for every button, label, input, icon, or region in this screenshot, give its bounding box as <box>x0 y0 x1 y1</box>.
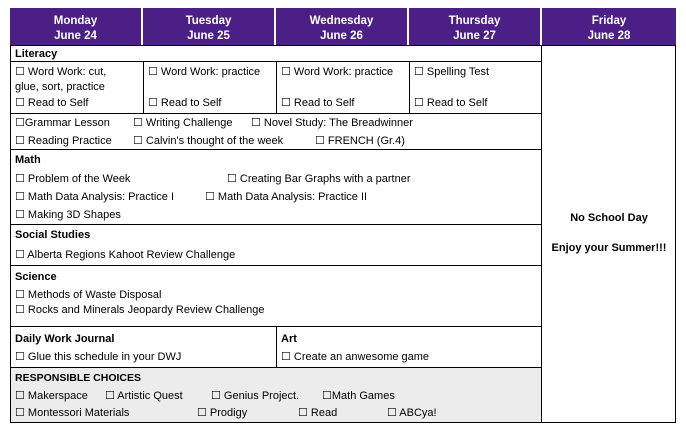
literacy-extra-item[interactable]: ☐ Novel Study: The Breadwinner <box>251 117 413 129</box>
choice-item[interactable]: ☐ Read <box>298 407 338 419</box>
literacy-wednesday-item[interactable]: ☐ Word Work: practice <box>281 66 394 78</box>
section-divider <box>10 149 542 150</box>
day-label: Thursday <box>448 15 501 27</box>
math-item[interactable]: ☐ Problem of the Week <box>15 173 131 185</box>
col-divider <box>409 61 410 114</box>
science-item[interactable]: ☐ Methods of Waste Disposal <box>15 289 162 301</box>
social-title: Social Studies <box>15 229 91 241</box>
day-label: Friday <box>591 15 627 27</box>
journal-title: Daily Work Journal <box>15 333 115 345</box>
art-item[interactable]: ☐ Create an anwesome game <box>281 351 430 363</box>
math-item[interactable]: ☐ Math Data Analysis: Practice I <box>15 191 175 203</box>
art-title: Art <box>281 333 297 345</box>
literacy-thursday-item[interactable]: ☐ Read to Self <box>414 97 488 109</box>
literacy-tuesday-item[interactable]: ☐ Read to Self <box>148 97 222 109</box>
section-divider <box>10 265 542 266</box>
friday-line1: No School Day <box>570 212 648 224</box>
choice-item[interactable]: ☐ Makerspace <box>15 390 88 402</box>
choice-item[interactable]: ☐ Genius Project. <box>211 390 300 402</box>
math-item[interactable]: ☐ Math Data Analysis: Practice II <box>205 191 368 203</box>
literacy-extra-item[interactable]: ☐ Writing Challenge <box>133 117 233 129</box>
friday-line2: Enjoy your Summer!!! <box>551 242 667 254</box>
literacy-tuesday-item[interactable]: ☐ Word Work: practice <box>148 66 261 78</box>
choice-item[interactable]: ☐ Artistic Quest <box>105 390 183 402</box>
choice-item[interactable]: ☐ Prodigy <box>197 407 248 419</box>
choice-item[interactable]: ☐ Montessori Materials <box>15 407 130 419</box>
literacy-section <box>10 45 542 114</box>
choices-title: RESPONSIBLE CHOICES <box>15 372 142 384</box>
section-divider <box>10 113 542 114</box>
literacy-wednesday-item[interactable]: ☐ Read to Self <box>281 97 355 109</box>
journal-item[interactable]: ☐ Glue this schedule in your DWJ <box>15 351 182 363</box>
date-label: June 28 <box>587 30 631 42</box>
header-thursday <box>409 8 542 45</box>
math-item[interactable]: ☐ Making 3D Shapes <box>15 209 121 221</box>
date-label: June 27 <box>453 30 496 42</box>
literacy-monday-item[interactable]: ☐ Word Work: cut, <box>15 66 107 78</box>
day-label: Wednesday <box>309 15 374 27</box>
journal-art-divider <box>276 326 277 367</box>
header-friday <box>542 8 676 45</box>
day-label: Tuesday <box>185 15 232 27</box>
literacy-extra-item[interactable]: ☐Grammar Lesson <box>15 117 110 129</box>
literacy-extra-item[interactable]: ☐ Reading Practice <box>15 135 112 147</box>
math-title: Math <box>15 154 41 166</box>
day-label: Monday <box>53 15 98 27</box>
literacy-monday-item: glue, sort, practice <box>15 81 105 93</box>
science-title: Science <box>15 271 57 283</box>
header-tuesday <box>143 8 276 45</box>
col-divider <box>276 61 277 114</box>
header-monday <box>10 8 143 45</box>
science-item[interactable]: ☐ Rocks and Minerals Jeopardy Review Challenge <box>15 304 265 316</box>
literacy-extra-item[interactable]: ☐ FRENCH (Gr.4) <box>315 135 405 147</box>
choice-item[interactable]: ☐ ABCya! <box>387 407 437 419</box>
col-divider <box>143 61 144 114</box>
literacy-monday-item[interactable]: ☐ Read to Self <box>15 97 89 109</box>
date-label: June 25 <box>187 30 230 42</box>
math-item[interactable]: ☐ Creating Bar Graphs with a partner <box>227 173 411 185</box>
date-label: June 26 <box>320 30 363 42</box>
header-wednesday <box>276 8 409 45</box>
choice-item[interactable]: ☐Math Games <box>322 390 395 402</box>
literacy-title: Literacy <box>15 48 58 60</box>
literacy-extra-item[interactable]: ☐ Calvin's thought of the week <box>133 135 284 147</box>
section-divider <box>10 224 542 225</box>
date-label: June 24 <box>54 30 97 42</box>
social-item[interactable]: ☐ Alberta Regions Kahoot Review Challenge <box>15 249 236 261</box>
literacy-thursday-item[interactable]: ☐ Spelling Test <box>414 66 490 78</box>
